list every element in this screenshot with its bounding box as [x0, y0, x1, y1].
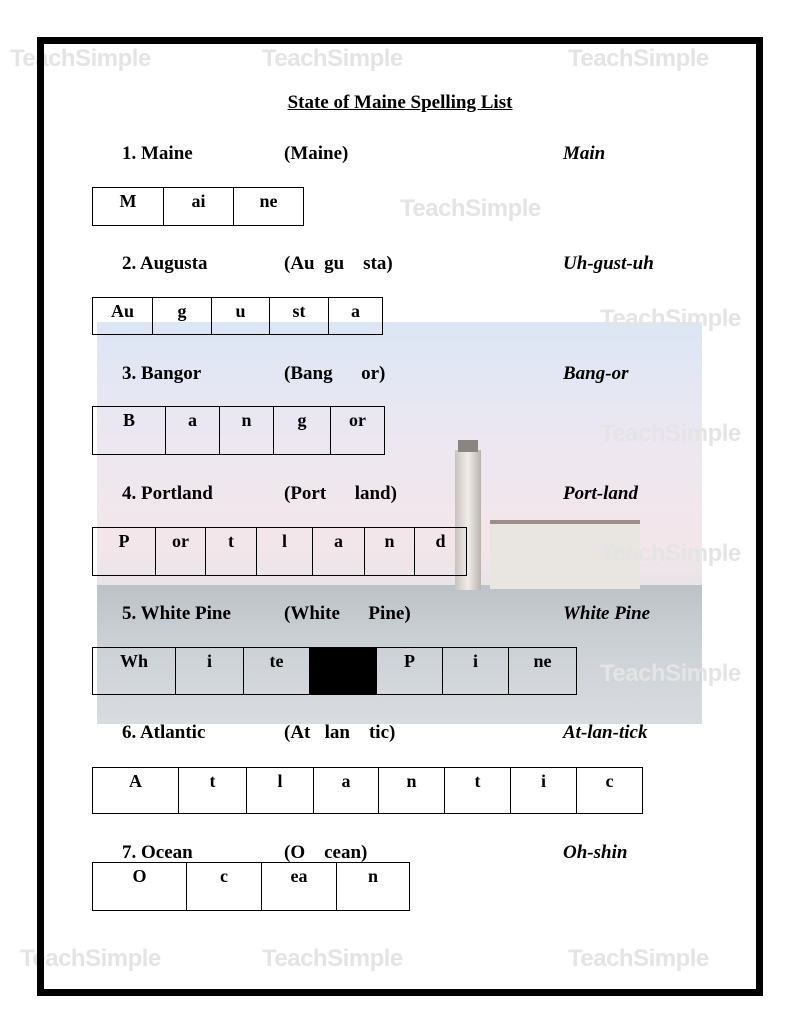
- page-title: [0, 92, 800, 114]
- letter-box-cell: c: [576, 767, 643, 814]
- letter-box-cell: i: [442, 647, 509, 695]
- letter-box-cell: or: [155, 527, 206, 576]
- letter-box-cell: Wh: [92, 647, 176, 695]
- spelling-word: 5. White Pine: [122, 603, 231, 624]
- letter-box-cell: l: [246, 767, 314, 814]
- letter-box-cell: ai: [163, 187, 234, 226]
- word-space-cell: [309, 647, 377, 695]
- spelling-word: 3. Bangor: [122, 363, 202, 384]
- watermark: TeachSimple: [400, 195, 541, 222]
- watermark: TeachSimple: [262, 945, 403, 972]
- syllable-breakdown: (Maine): [284, 143, 349, 164]
- syllable-breakdown: (Port land): [284, 483, 397, 504]
- watermark: TeachSimple: [568, 945, 709, 972]
- letter-box-cell: P: [376, 647, 443, 695]
- watermark: TeachSimple: [600, 420, 741, 447]
- letter-box-cell: a: [165, 406, 220, 455]
- letter-box-cell: u: [211, 297, 270, 335]
- spelling-word: 6. Atlantic: [122, 722, 206, 743]
- letter-box-cell: n: [336, 862, 410, 911]
- syllable-breakdown: (Bang or): [284, 363, 386, 384]
- letter-box-cell: n: [378, 767, 445, 814]
- spelling-word: 4. Portland: [122, 483, 213, 504]
- letter-box-cell: a: [313, 767, 379, 814]
- pronunciation: Uh-gust-uh: [563, 253, 654, 274]
- watermark: TeachSimple: [600, 305, 741, 332]
- letter-box-cell: l: [256, 527, 313, 576]
- syllable-breakdown: (O cean): [284, 842, 368, 863]
- letter-box-cell: te: [243, 647, 310, 695]
- pronunciation: Bang-or: [563, 363, 629, 384]
- letter-box-cell: t: [178, 767, 247, 814]
- letter-box-cell: st: [269, 297, 329, 335]
- letter-box-cell: M: [92, 187, 164, 226]
- spelling-word: 2. Augusta: [122, 253, 208, 274]
- watermark: TeachSimple: [20, 945, 161, 972]
- letter-box-cell: a: [328, 297, 383, 335]
- watermark: TeachSimple: [600, 660, 741, 687]
- syllable-breakdown: (At lan tic): [284, 722, 396, 743]
- syllable-breakdown: (White Pine): [284, 603, 411, 624]
- letter-box-cell: a: [312, 527, 365, 576]
- watermark: TeachSimple: [262, 45, 403, 72]
- letter-box-cell: g: [273, 406, 331, 455]
- letter-box-cell: P: [92, 527, 156, 576]
- syllable-breakdown: (Au gu sta): [284, 253, 393, 274]
- watermark: TeachSimple: [10, 45, 151, 72]
- pronunciation: Port-land: [563, 483, 638, 504]
- letter-box-cell: ne: [233, 187, 304, 226]
- letter-box-cell: n: [219, 406, 274, 455]
- letter-box-cell: O: [92, 862, 187, 911]
- pronunciation: Oh-shin: [563, 842, 628, 863]
- letter-box-cell: i: [175, 647, 244, 695]
- letter-box-cell: i: [510, 767, 577, 814]
- letter-box-cell: B: [92, 406, 166, 455]
- letter-box-cell: t: [444, 767, 511, 814]
- pronunciation: Main: [563, 143, 606, 164]
- pronunciation: At-lan-tick: [563, 722, 648, 743]
- letter-box-cell: A: [92, 767, 179, 814]
- letter-box-cell: ea: [261, 862, 337, 911]
- letter-box-cell: ne: [508, 647, 577, 695]
- watermark: TeachSimple: [568, 45, 709, 72]
- pronunciation: White Pine: [563, 603, 651, 624]
- watermark: TeachSimple: [600, 540, 741, 567]
- title-text: State of Maine Spelling List: [287, 92, 513, 113]
- letter-box-cell: t: [205, 527, 257, 576]
- spelling-word: 1. Maine: [122, 143, 193, 164]
- letter-box-cell: n: [364, 527, 415, 576]
- letter-box-cell: g: [152, 297, 212, 335]
- letter-box-cell: d: [414, 527, 467, 576]
- spelling-word: 7. Ocean: [122, 842, 193, 863]
- letter-box-cell: Au: [92, 297, 153, 335]
- letter-box-cell: or: [330, 406, 385, 455]
- letter-box-cell: c: [186, 862, 262, 911]
